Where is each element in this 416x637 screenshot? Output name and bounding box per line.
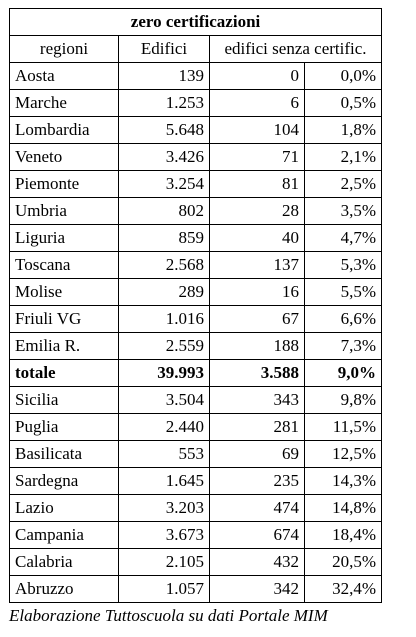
percent-cell: 11,5% [305, 414, 382, 441]
percent-cell: 1,8% [305, 117, 382, 144]
region-cell: Toscana [10, 252, 119, 279]
senza-cell: 342 [210, 576, 305, 603]
region-cell: Sicilia [10, 387, 119, 414]
percent-cell: 32,4% [305, 576, 382, 603]
edifici-cell: 2.440 [119, 414, 210, 441]
region-cell: Campania [10, 522, 119, 549]
edifici-cell: 1.253 [119, 90, 210, 117]
percent-cell: 4,7% [305, 225, 382, 252]
edifici-cell: 3.426 [119, 144, 210, 171]
table-row [10, 522, 382, 549]
percent-cell: 14,3% [305, 468, 382, 495]
percent-cell: 2,1% [305, 144, 382, 171]
table-row [10, 306, 382, 333]
percent-cell: 5,5% [305, 279, 382, 306]
percent-cell: 20,5% [305, 549, 382, 576]
percent-cell: 6,6% [305, 306, 382, 333]
percent-cell: 3,5% [305, 198, 382, 225]
region-cell: Umbria [10, 198, 119, 225]
table-row [10, 117, 382, 144]
region-cell: Liguria [10, 225, 119, 252]
table-row [10, 225, 382, 252]
senza-cell: 188 [210, 333, 305, 360]
table-row [10, 90, 382, 117]
senza-cell: 6 [210, 90, 305, 117]
senza-cell: 81 [210, 171, 305, 198]
senza-cell: 137 [210, 252, 305, 279]
region-cell: Emilia R. [10, 333, 119, 360]
region-cell: Abruzzo [10, 576, 119, 603]
edifici-cell: 1.016 [119, 306, 210, 333]
edifici-cell: 2.105 [119, 549, 210, 576]
edifici-cell: 2.559 [119, 333, 210, 360]
senza-cell: 474 [210, 495, 305, 522]
table-row [10, 576, 382, 603]
senza-cell: 3.588 [210, 360, 305, 387]
percent-cell: 7,3% [305, 333, 382, 360]
percent-cell: 2,5% [305, 171, 382, 198]
table-row [10, 144, 382, 171]
table-body [10, 63, 382, 603]
edifici-cell: 3.254 [119, 171, 210, 198]
senza-cell: 71 [210, 144, 305, 171]
edifici-cell: 3.504 [119, 387, 210, 414]
edifici-cell: 5.648 [119, 117, 210, 144]
table-title-row [10, 9, 382, 36]
percent-cell: 9,0% [305, 360, 382, 387]
table-row [10, 441, 382, 468]
senza-cell: 281 [210, 414, 305, 441]
region-cell: Piemonte [10, 171, 119, 198]
senza-cell: 343 [210, 387, 305, 414]
edifici-cell: 39.993 [119, 360, 210, 387]
percent-cell: 18,4% [305, 522, 382, 549]
table-row [10, 468, 382, 495]
edifici-cell: 3.673 [119, 522, 210, 549]
senza-cell: 67 [210, 306, 305, 333]
table-row [10, 495, 382, 522]
edifici-cell: 139 [119, 63, 210, 90]
senza-cell: 432 [210, 549, 305, 576]
senza-cell: 69 [210, 441, 305, 468]
table-row [10, 198, 382, 225]
region-cell: Sardegna [10, 468, 119, 495]
region-cell: Lazio [10, 495, 119, 522]
percent-cell: 14,8% [305, 495, 382, 522]
senza-cell: 0 [210, 63, 305, 90]
senza-cell: 235 [210, 468, 305, 495]
table-row [10, 279, 382, 306]
region-cell: Lombardia [10, 117, 119, 144]
region-cell: Calabria [10, 549, 119, 576]
senza-cell: 674 [210, 522, 305, 549]
table-row [10, 171, 382, 198]
region-cell: Marche [10, 90, 119, 117]
senza-cell: 104 [210, 117, 305, 144]
region-cell: Friuli VG [10, 306, 119, 333]
edifici-cell: 802 [119, 198, 210, 225]
table-row [10, 252, 382, 279]
edifici-cell: 859 [119, 225, 210, 252]
table-title: zero certificazioni [10, 9, 382, 36]
source-note: Elaborazione Tuttoscuola su dati Portale MIM [9, 606, 328, 625]
edifici-cell: 553 [119, 441, 210, 468]
table-header-row [10, 36, 382, 63]
edifici-cell: 1.645 [119, 468, 210, 495]
table-row [10, 549, 382, 576]
region-cell: Aosta [10, 63, 119, 90]
senza-cell: 28 [210, 198, 305, 225]
percent-cell: 5,3% [305, 252, 382, 279]
edifici-cell: 1.057 [119, 576, 210, 603]
table-row [10, 414, 382, 441]
region-cell: Veneto [10, 144, 119, 171]
header-edifici: Edifici [119, 36, 210, 63]
senza-cell: 16 [210, 279, 305, 306]
certification-table-container [9, 8, 381, 603]
edifici-cell: 2.568 [119, 252, 210, 279]
table-row [10, 333, 382, 360]
table-row [10, 387, 382, 414]
percent-cell: 9,8% [305, 387, 382, 414]
senza-cell: 40 [210, 225, 305, 252]
region-cell: Basilicata [10, 441, 119, 468]
header-edifici-senza-certific: edifici senza certific. [210, 36, 382, 63]
edifici-cell: 289 [119, 279, 210, 306]
table-row [10, 63, 382, 90]
percent-cell: 0,5% [305, 90, 382, 117]
region-cell: totale [10, 360, 119, 387]
region-cell: Puglia [10, 414, 119, 441]
certification-table [9, 8, 382, 603]
percent-cell: 0,0% [305, 63, 382, 90]
table-row-total [10, 360, 382, 387]
region-cell: Molise [10, 279, 119, 306]
edifici-cell: 3.203 [119, 495, 210, 522]
percent-cell: 12,5% [305, 441, 382, 468]
header-regioni: regioni [10, 36, 119, 63]
